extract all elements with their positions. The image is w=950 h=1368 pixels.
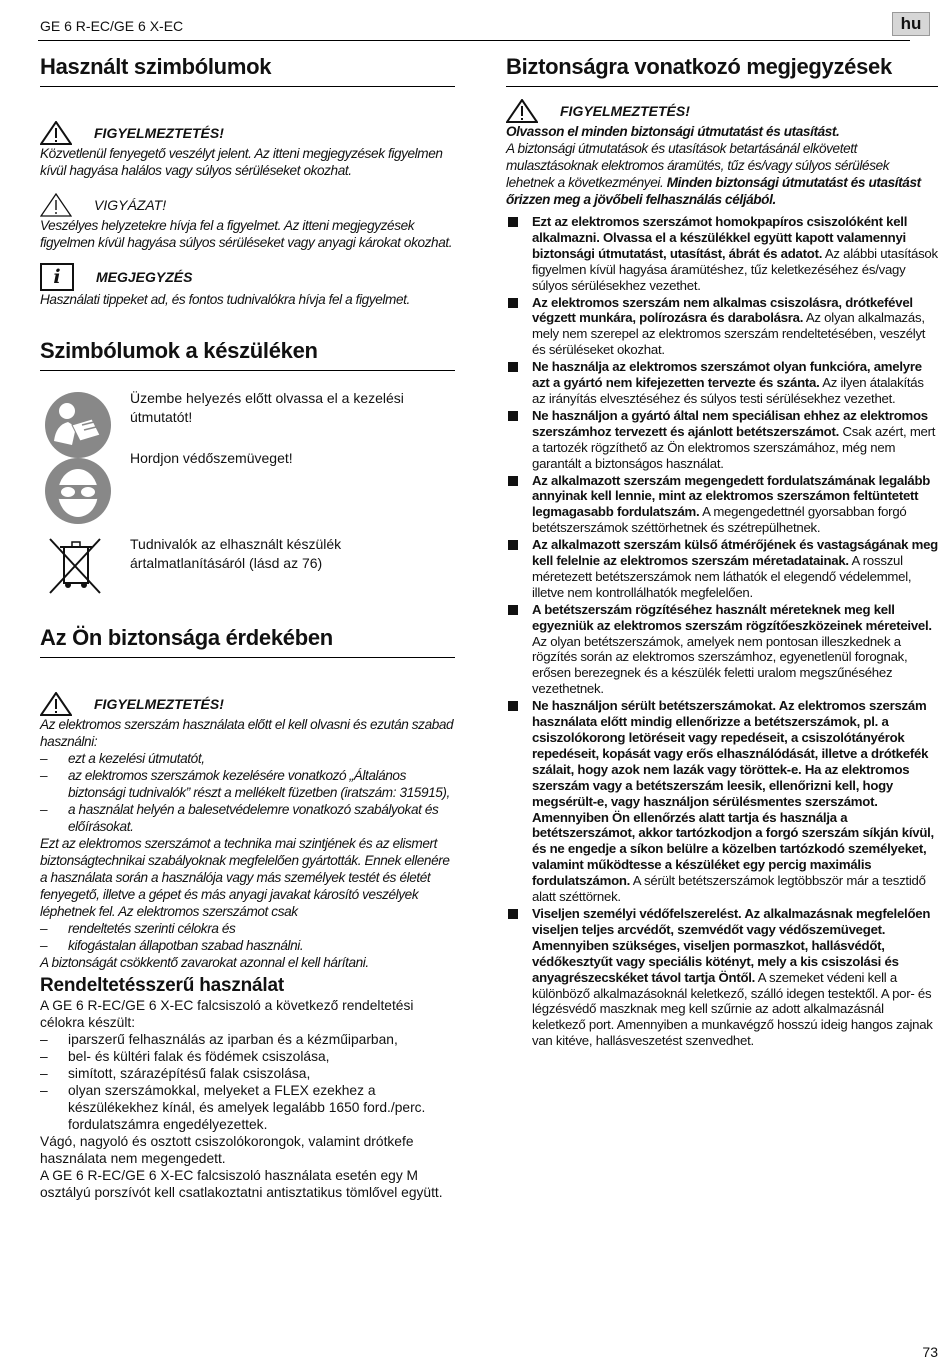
intended-use-item: – olyan szerszámokkal, melyeket a FLEX ezekhez a készülékekhez kínál, és amelyek legalább 1650 ford./perc. fordulatszámra engedélyezettek. (40, 1083, 426, 1132)
bullet-bold-text: Az alkalmazott szerszám külső átmérőjének és vastagságának meg kell felelnie az elektromos szerszám méretadatainak. (532, 537, 938, 569)
warning2-list2-item: – rendeltetés szerinti célokra és (40, 921, 236, 936)
bullet-square-icon (508, 701, 518, 711)
safety-bullet-item (506, 359, 938, 407)
bullet-square-icon (508, 605, 518, 615)
bullet-square-icon (508, 411, 518, 421)
note-heading (40, 265, 455, 289)
symbol-manual-text: Üzembe helyezés előtt olvassa el a kezelési útmutatót! (130, 390, 404, 425)
bullet-square-icon (508, 540, 518, 550)
bullet-bold-text: Az elektromos szerszám nem alkalmas csiszolásra, drótkefével végzett munkára, polírozásra és darabolásra. (532, 294, 913, 326)
safety-bullet-item (506, 602, 938, 697)
warning2-triangle-icon (40, 692, 72, 716)
read-manual-icon (40, 389, 114, 459)
language-badge: hu (892, 12, 930, 36)
right-warning-heading (506, 99, 938, 123)
safety-bullet-item (506, 408, 938, 472)
intended-use-title: Rendeltetésszerű használat (40, 975, 284, 996)
warning-label: FIGYELMEZTETÉS! (94, 125, 224, 141)
bullet-bold-text: A betétszerszám rögzítéséhez használt méreteknek meg kell egyezniük az elektromos szerszám rögzítőeszközeinek méreteivel. (532, 601, 932, 633)
page-number: 73 (922, 1344, 938, 1360)
note-label: MEGJEGYZÉS (96, 269, 193, 285)
intended-use-intro: A GE 6 R-EC/GE 6 X-EC falcsiszoló a következő rendeltetési célokra készült: (40, 998, 414, 1030)
warning2-list-item: – ezt a kezelési útmutatót, (40, 751, 205, 766)
right-column (506, 50, 938, 1050)
warning2-list2-item: – kifogástalan állapotban szabad használni. (40, 938, 304, 953)
bullet-square-icon (508, 476, 518, 486)
symbol-disposal-row (40, 535, 455, 597)
bullet-bold-text: Ne használja az elektromos szerszámot olyan funkcióra, amelyre azt a gyártó nem kifejezetten tervezte és szánta. (532, 359, 922, 391)
symbol-goggles-row (40, 450, 455, 525)
info-icon: i (40, 263, 74, 291)
caution-label: VIGYÁZAT! (94, 197, 167, 213)
safety-notes-title: Biztonságra vonatkozó megjegyzések (506, 54, 938, 87)
safety-bullet-list (506, 214, 938, 1049)
warning2-closing: A biztonságát csökkentő zavarokat azonnal el kell hárítani. (40, 955, 369, 970)
bullet-text: Az ilyen átalakítás az irányítás elvesztéséhez és súlyos testi sérülésekhez vezethet. (532, 375, 924, 406)
warning2-list-item: – a használat helyén a balesetvédelemre vonatkozó szabályokat és előírásokat. (40, 802, 439, 834)
warning2-intro: Az elektromos szerszám használata előtt el kell olvasni és ezután szabad használni: (40, 717, 454, 749)
right-warning-triangle-icon (506, 99, 538, 123)
bullet-text: A szemeket védeni kell a különböző alkalmazásoknál keletkező, szálló idegen testektől. A por- és légzésvédő maszknak meg kell szűrnie az adott alkalmazásnál keletkező port. Amennyiben a munkavégző hosszú ideig hangos zajnak van kitéve, hallásveszetést szenvedhet. (532, 969, 933, 1049)
section-used-symbols-title: Használt szimbólumok (40, 54, 455, 87)
bullet-bold-text: Ezt az elektromos szerszámot homokpapíros csiszolóként kell alkalmazni. Olvassa el a készülékkel együtt kapott valamennyi biztonsági útmutatást, utasítást, ábrát és adatot. (532, 214, 908, 261)
intended-use-item: – iparszerű felhasználás az iparban és a kézműiparban, (40, 1032, 398, 1047)
safety-bullet-item (506, 473, 938, 537)
section-your-safety-title: Az Ön biztonsága érdekében (40, 625, 455, 658)
safety-bullet-item (506, 698, 938, 905)
warning2-heading (40, 692, 455, 716)
safety-bullet-item (506, 906, 938, 1049)
symbol-goggles-text: Hordjon védőszemüveget! (130, 450, 293, 466)
right-warning-label: FIGYELMEZTETÉS! (560, 103, 690, 119)
intended-use-vacuum: A GE 6 R-EC/GE 6 X-EC falcsiszoló használata esetén egy M osztályú porszívót kell csatlakoztatni antisztatikus tömlővel együtt. (40, 1168, 443, 1200)
bullet-square-icon (508, 909, 518, 919)
crossed-bin-icon (40, 535, 114, 597)
intended-use-item: – bel- és kültéri falak és födémek csiszolása, (40, 1049, 330, 1064)
bullet-bold-text: Az alkalmazott szerszám megengedett fordulatszámának legalább annyinak kell lennie, mint az elektromos szerszámon feltüntetett legmagasabb fordulatszám. (532, 472, 931, 520)
warning-heading (40, 121, 455, 145)
bullet-text: Az alábbi utasítások figyelmen kívül hagyása áramütéshez, tűz keletkezéséhez és/vagy súlyos sérülésekhez vezethet. (532, 245, 938, 293)
bullet-bold-text: Ne használjon a gyártó által nem speciálisan ehhez az elektromos szerszámhoz tervezett és ajánlott betétszerszámot. (532, 407, 928, 439)
header-divider (38, 40, 910, 41)
warning2-paragraph: Ezt az elektromos szerszámot a technika mai szintjének és az elismert biztonságtechnikai szabályoknak megfelelően gyártották. Ennek ellenére a használata során a használója vagy más személyek testét és életét fenyegető, illetve a gépet és más anyagi javakat károsító veszélyek léphetnek fel. Az elektromos szerszámot csak (40, 836, 450, 919)
caution-heading (40, 193, 455, 217)
warning-triangle-icon (40, 121, 72, 145)
intended-use-restriction: Vágó, nagyoló és osztott csiszolókorongok, valamint drótkefe használata nem megengedett. (40, 1134, 414, 1166)
bullet-square-icon (508, 217, 518, 227)
bullet-text: A sérült betétszerszámok legtöbbször már a tesztidő alatt széttörnek. (532, 873, 926, 905)
intended-use-item: – simított, szárazépítésű falak csiszolása, (40, 1066, 311, 1081)
symbol-disposal-text: Tudnivalók az elhasznált készülék ártalmatlanításáról (lásd az 76) (130, 536, 342, 571)
bullet-square-icon (508, 362, 518, 372)
safety-goggles-icon (40, 455, 114, 525)
safety-bullet-item (506, 537, 938, 601)
note-description: Használati tippeket ad, és fontos tudnivalókra hívja fel a figyelmet. (40, 292, 410, 307)
right-warning-bold: Olvasson el minden biztonsági útmutatást és utasítást. (506, 124, 840, 139)
bullet-bold-text: Viseljen személyi védőfelszerelést. Az alkalmazásnak megfelelően viseljen teljes arcvédőt, szemvédőt vagy védőszemüveget. Amennyiben szükséges, viseljen pormaszkot, hallásvédőt, védőkesztyűt vagy speciális kötényt, mely a kis csiszolási és anyagrészecskéket távol tartja Öntől. (532, 905, 931, 985)
bullet-square-icon (508, 298, 518, 308)
section-device-symbols-title: Szimbólumok a készüléken (40, 338, 455, 371)
caution-description: Veszélyes helyzetekre hívja fel a figyelmet. Az itteni megjegyzések figyelmen kívül hagyása súlyos sérüléseket vagy anyagi károkat okozhat. (40, 218, 453, 250)
warning2-list-item: – az elektromos szerszámok kezelésére vonatkozó „Általános biztonsági tudnivalók” részt a mellékelt füzetben (iratszám: 315915), (40, 768, 450, 800)
caution-triangle-icon (40, 193, 72, 217)
bullet-text: A rosszul méretezett betétszerszámok nem láthatók el elegendő védelemmel, illetve nem kontrollálhatók megfelelően. (532, 553, 912, 600)
safety-bullet-item (506, 214, 938, 294)
warning-description: Közvetlenül fenyegető veszélyt jelent. Az itteni megjegyzések figyelmen kívül hagyása halálos vagy súlyos sérüléseket okozhat. (40, 146, 443, 178)
right-warning-text: A biztonsági útmutatások és utasítások betartásánál elkövetett mulasztásoknak elektromos áramütés, tűz és/vagy súlyos sérülések lehetnek a következményei. Minden biztonsági útmutatást és utasítást őrizzen meg a jövőbeli felhasználás céljából. (506, 141, 921, 207)
warning2-label: FIGYELMEZTETÉS! (94, 696, 224, 712)
left-column (40, 50, 455, 1201)
safety-bullet-item (506, 295, 938, 359)
header-title: GE 6 R-EC/GE 6 X-EC (40, 18, 184, 34)
bullet-text: A megengedettnél gyorsabban forgó betétszerszámok széttörhetnek és szétrepülhetnek. (532, 504, 907, 536)
bullet-text: Az olyan alkalmazás, mely nem szerepel az elektromos szerszám rendeltetésében, veszélyt és sérüléseket okozhat. (532, 310, 926, 358)
bullet-text: Csak azért, mert a tartozék rögzíthető az Ön elektromos szerszámához, még nem garantált a biztonságos használat. (532, 423, 936, 471)
bullet-bold-text: Ne használjon sérült betétszerszámokat. Az elektromos szerszám használata előtt mindig ellenőrizze a betétszerszámok, pl. a csiszolókorong letöréseit vagy repedéseit, a csiszolótányérok repedéseit, kopását vagy erős elhasználódását, illetve a drótkefék szálait, hogy azok nem lazák vagy töröttek-e. Ha az elektromos szerszám vagy a betétszerszám leesik, ellenőrizni kell, hogy megsérült-e, vagy használjon sérülésmentes szerszámot. Amennyiben Ön ellenőrzés alatt tartja és használja a betétszerszámot, akkor tartózkodjon a forgó szerszám síkján kívül, és ne engedje a síkon belülre a közelben tartózkodó személyeket, valamint működtesse a készüléket egy percig maximális fordulatszámon. (532, 698, 934, 889)
bullet-text: Az olyan betétszerszámok, amelyek nem pontosan illeszkednek a rögzítés során az elektromos szerszámhoz, egyenetlenül forognak, erősen berezegnek és a készülék feletti uralom megszűnéséhez vezethetnek. (532, 633, 908, 697)
